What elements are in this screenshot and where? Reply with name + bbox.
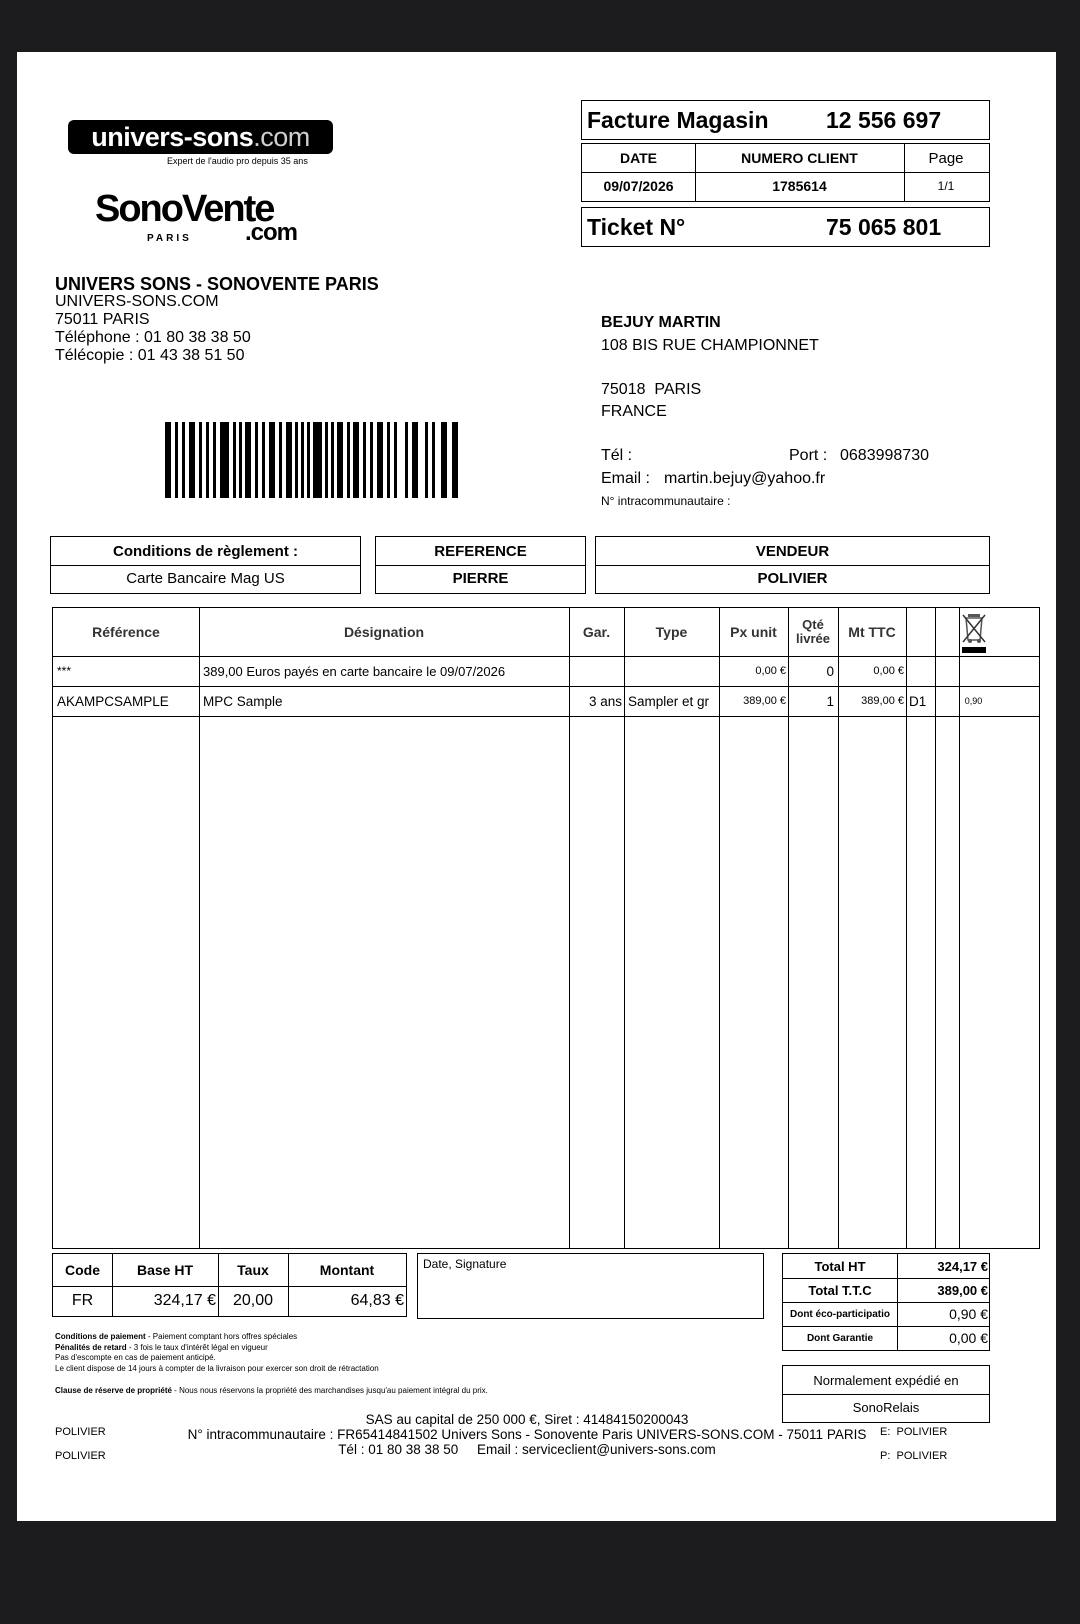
shipping-line1: Normalement expédié en [813, 1372, 959, 1388]
customer-street: 108 BIS RUE CHAMPIONNET [601, 337, 819, 354]
row2-total: 389,00 € [861, 695, 904, 707]
row2-qty: 1 [826, 693, 834, 709]
footer-line1: SAS au capital de 250 000 €, Siret : 41484150200043 [365, 1412, 689, 1427]
vat-col-amount: Montant [319, 1262, 375, 1278]
footer-line2: N° intracommunautaire : FR65414841502 Univers Sons - Sonovente Paris UNIVERS-SONS.COM - 75011 PARIS [187, 1427, 867, 1442]
client-number-label: NUMERO CLIENT [741, 150, 858, 166]
seller-phone: Téléphone : 01 80 38 38 50 [55, 329, 251, 346]
vat-code: FR [71, 1291, 94, 1309]
row1-qty: 0 [826, 663, 834, 679]
date-label: DATE [619, 150, 658, 166]
client-number: 1785614 [772, 178, 827, 194]
row2-type: Sampler et gr [628, 693, 710, 709]
customer-email-label: Email : [601, 470, 650, 487]
logo-tagline: Expert de l'audio pro depuis 35 ans [167, 156, 308, 166]
row2-warranty: 3 ans [588, 693, 622, 709]
ticket-number: 75 065 801 [826, 214, 942, 240]
invoice-number: 12 556 697 [826, 107, 942, 133]
col-qty-line1: Qté [802, 617, 824, 633]
row2-reference: AKAMPCSAMPLE [57, 693, 169, 709]
row1-total: 0,00 € [873, 665, 904, 677]
footer-line3: Tél : 01 80 38 38 50 Email : serviceclient@univers-sons.com [338, 1442, 716, 1457]
row1-reference: *** [57, 664, 72, 678]
col-warranty: Gar. [582, 623, 611, 640]
univers-sons-logo [68, 120, 333, 154]
footer-right2 [880, 1450, 947, 1462]
footer-right2-label: P: [880, 1450, 891, 1462]
signature-box [417, 1253, 764, 1319]
legal-discount: Pas d'escompte en cas de paiement anticipé. [55, 1353, 216, 1362]
footer-right2-value: POLIVIER [896, 1450, 948, 1462]
shipping-line2: SonoRelais [852, 1400, 920, 1415]
legal-payment: - Paiement comptant hors offres spéciales [145, 1332, 298, 1341]
signature-label: Date, Signature [423, 1257, 507, 1271]
row2-eco: 0,90 [964, 696, 983, 706]
customer-country: FRANCE [601, 403, 667, 420]
warranty-amount: 0,00 € [949, 1330, 988, 1346]
col-qty-line2: livrée [796, 631, 830, 646]
footer-left2: POLIVIER [55, 1450, 106, 1462]
footer-right1 [880, 1426, 947, 1438]
col-qty [788, 608, 838, 656]
reference-value: PIERRE [452, 570, 509, 587]
footer-company-info [167, 1412, 887, 1457]
col-type: Type [655, 623, 688, 640]
reference-box [375, 536, 586, 594]
sonovente-logo-city: PARIS [147, 233, 192, 244]
legal-withdrawal: Le client dispose de 14 jours à compter de la livraison pour exercer son droit de rétractation [55, 1363, 379, 1373]
row1-designation: 389,00 Euros payés en carte bancaire le 09/07/2026 [203, 663, 506, 679]
col-reference: Référence [92, 623, 160, 640]
row2-unit-price: 389,00 € [743, 695, 786, 707]
logo-text: univers-sons [91, 121, 254, 152]
seller-address [55, 275, 379, 365]
customer-address [601, 314, 819, 421]
payment-condition-label: Conditions de règlement : [112, 542, 298, 560]
seller-name: UNIVERS SONS - SONOVENTE PARIS [55, 274, 379, 294]
vendor-value: POLIVIER [757, 570, 828, 587]
total-ht: 324,17 € [937, 1258, 988, 1274]
customer-name: BEJUY MARTIN [601, 314, 721, 331]
vat-table [52, 1253, 407, 1317]
items-table [52, 607, 1040, 1249]
ticket-label: Ticket N° [587, 214, 686, 240]
ticket-box [581, 207, 990, 247]
footer-right1-label: E: [880, 1426, 891, 1438]
footer-right1-value: POLIVIER [896, 1426, 948, 1438]
customer-tel-label: Tél : [601, 447, 633, 464]
total-ttc: 389,00 € [937, 1282, 988, 1298]
legal-reservation: - Nous nous réservons la propriété des marchandises jusqu'au paiement intégral du prix. [171, 1386, 488, 1395]
seller-fax: Télécopie : 01 43 38 51 50 [55, 347, 245, 364]
vat-col-code: Code [65, 1262, 100, 1278]
invoice-title-box [581, 100, 990, 140]
vendor-label: VENDEUR [755, 542, 830, 560]
barcode [165, 422, 465, 498]
legal-reservation-bold: Clause de réserve de propriété [55, 1386, 172, 1395]
page-label: Page [928, 149, 964, 167]
row2-designation: MPC Sample [203, 693, 283, 709]
seller-website: UNIVERS-SONS.COM [55, 293, 219, 310]
legal-payment-bold: Conditions de paiement [55, 1332, 146, 1341]
vendor-box [595, 536, 990, 594]
col-designation: Désignation [343, 623, 425, 640]
customer-vat-label: N° intracommunautaire : [601, 494, 731, 508]
invoice-sheet [17, 52, 1056, 1521]
invoice-date: 09/07/2026 [603, 178, 674, 194]
total-ht-label: Total HT [814, 1258, 866, 1274]
reference-label: REFERENCE [434, 542, 527, 560]
page-number: 1/1 [937, 179, 955, 193]
customer-port: 0683998730 [840, 447, 929, 464]
crossed-bin-icon [959, 608, 988, 656]
legal-penalties-bold: Pénalités de retard [55, 1342, 127, 1352]
col-unit-price: Px unit [730, 623, 777, 640]
vat-rate: 20,00 [232, 1291, 274, 1309]
vat-base: 324,17 € [153, 1291, 216, 1309]
invoice-title: Facture Magasin [587, 107, 769, 133]
vat-amount: 64,83 € [350, 1291, 404, 1309]
legal-penalties: - 3 fois le taux d'intérêt légal en vigueur [126, 1342, 268, 1352]
totals-table [782, 1253, 990, 1351]
invoice-meta-box [581, 143, 990, 202]
total-ttc-label: Total T.T.C [808, 1282, 872, 1298]
col-total: Mt TTC [848, 623, 896, 640]
logo-com: .com [253, 121, 310, 152]
payment-condition-box [50, 536, 361, 594]
eco-amount: 0,90 € [949, 1306, 988, 1322]
eco-label: Dont éco-participatio [789, 1308, 890, 1320]
footer-left1: POLIVIER [55, 1426, 106, 1438]
vat-col-base: Base HT [136, 1262, 194, 1278]
row1-unit-price: 0,00 € [755, 665, 786, 677]
legal-conditions [55, 1332, 615, 1397]
payment-condition-value: Carte Bancaire Mag US [126, 570, 285, 587]
customer-city: 75018 PARIS [601, 381, 702, 398]
customer-email: martin.bejuy@yahoo.fr [664, 470, 826, 487]
sonovente-logo-com: .com [245, 219, 298, 246]
warranty-label: Dont Garantie [806, 1332, 874, 1344]
vat-col-rate: Taux [237, 1262, 269, 1278]
sonovente-logo: SonoVente [95, 188, 274, 230]
customer-port-label: Port : [789, 447, 828, 464]
row2-code: D1 [909, 693, 927, 709]
seller-city: 75011 PARIS [55, 311, 150, 328]
